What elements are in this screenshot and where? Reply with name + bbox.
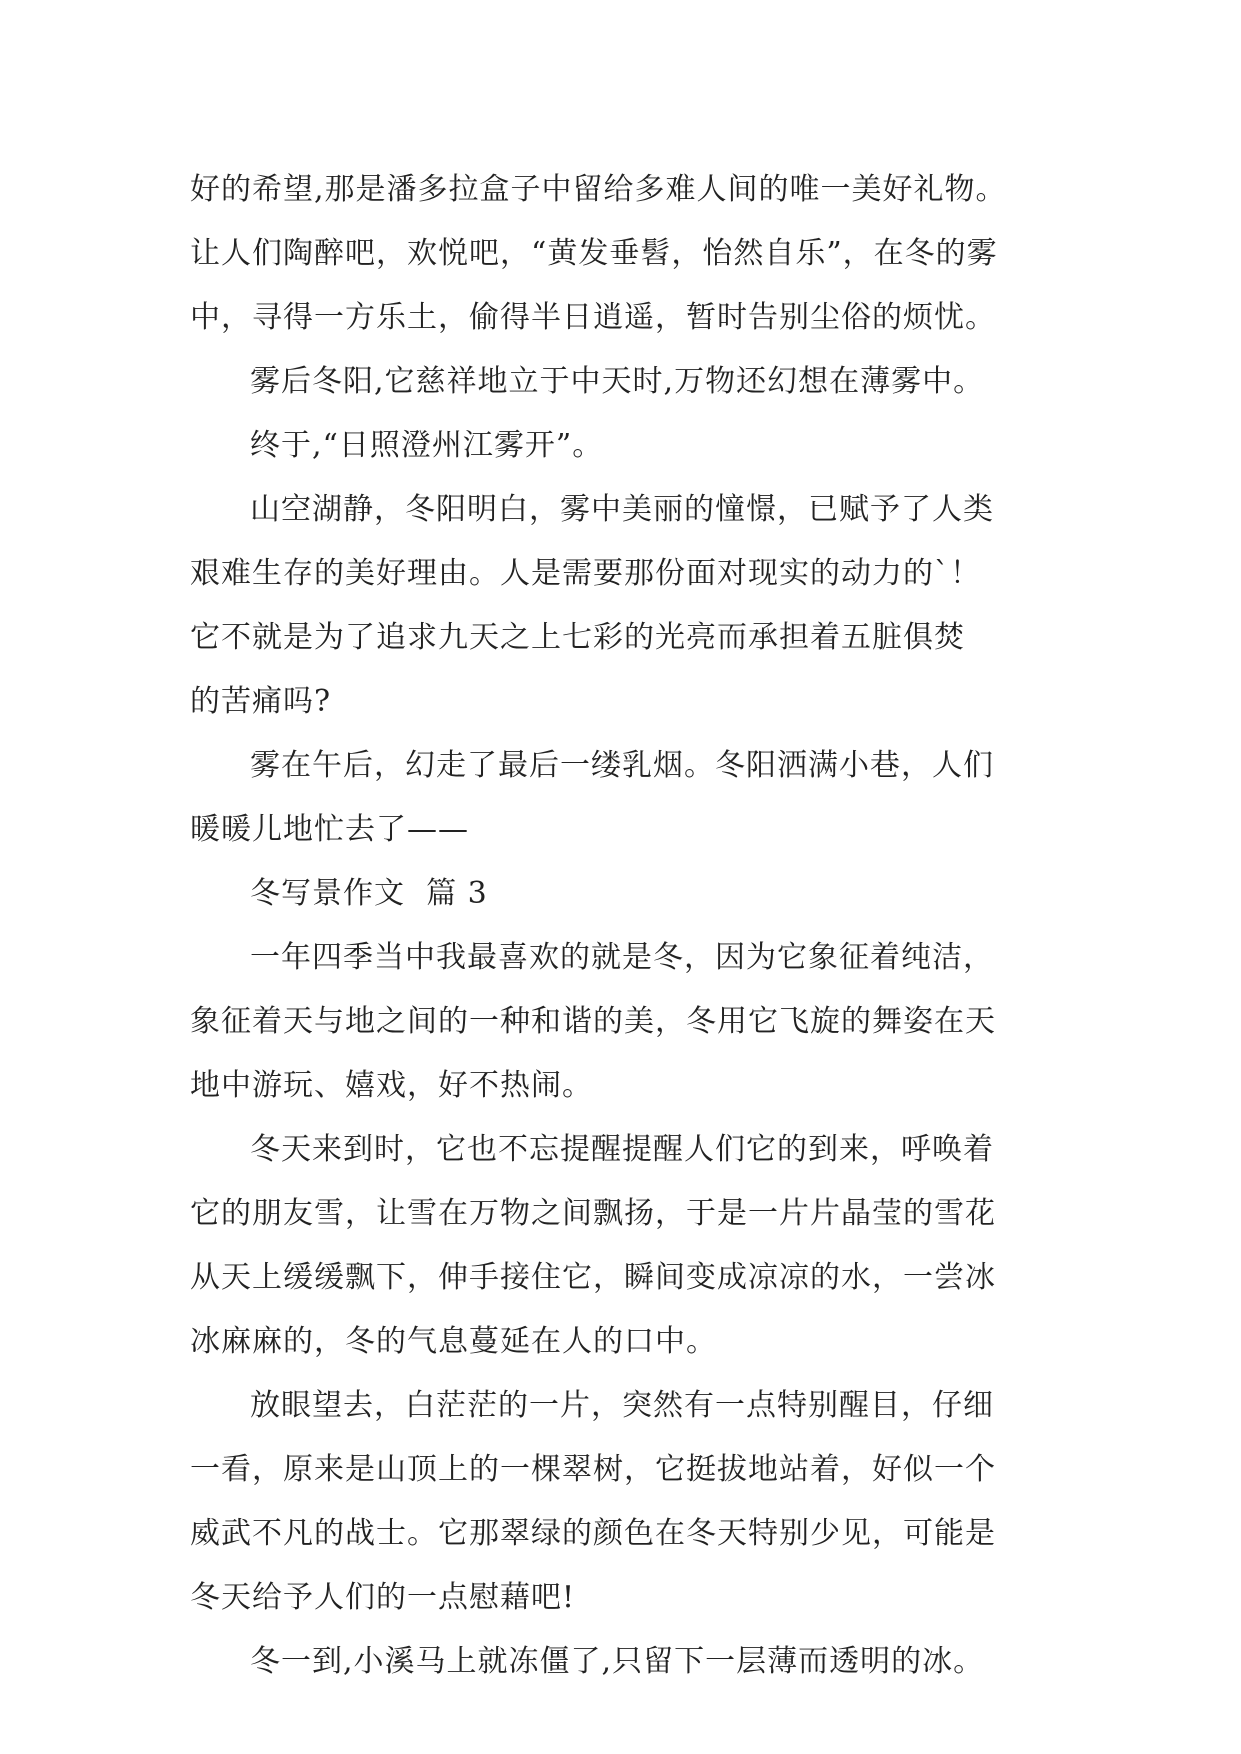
text-line: 冬天来到时，它也不忘提醒提醒人们它的到来，呼唤着 <box>250 1132 994 1167</box>
paragraph <box>190 926 1090 1118</box>
text-line: 放眼望去，白茫茫的一片，突然有一点特别醒目，仔细 <box>250 1388 994 1423</box>
text-line: 让人们陶醉吧，欢悦吧，“黄发垂髫，怡然自乐”，在冬的雾 <box>190 236 998 271</box>
paragraph <box>190 350 1090 414</box>
text-line: 一年四季当中我最喜欢的就是冬，因为它象征着纯洁， <box>250 940 994 975</box>
text-line: 雾后冬阳,它慈祥地立于中天时,万物还幻想在薄雾中。 <box>250 364 985 399</box>
paragraph <box>190 478 1090 734</box>
text-line: 一看，原来是山顶上的一棵翠树，它挺拔地站着，好似一个 <box>190 1452 996 1487</box>
text-line: 它的朋友雪，让雪在万物之间飘扬，于是一片片晶莹的雪花 <box>190 1196 996 1231</box>
text-line: 它不就是为了追求九天之上七彩的光亮而承担着五脏俱焚 <box>190 620 965 655</box>
section-heading-text: 冬写景作文 篇 3 <box>250 876 488 911</box>
text-line: 艰难生存的美好理由。人是需要那份面对现实的动力的`！ <box>190 556 981 591</box>
text-line: 威武不凡的战士。它那翠绿的颜色在冬天特别少见，可能是 <box>190 1516 996 1551</box>
text-line: 地中游玩、嬉戏，好不热闹。 <box>190 1068 593 1103</box>
text-line: 终于,“日照澄州江雾开”。 <box>250 428 604 463</box>
text-line: 从天上缓缓飘下，伸手接住它，瞬间变成凉凉的水，一尝冰 <box>190 1260 996 1295</box>
paragraph <box>190 1374 1090 1630</box>
paragraph <box>190 1630 1090 1694</box>
text-line: 山空湖静，冬阳明白，雾中美丽的憧憬，已赋予了人类 <box>250 492 994 527</box>
text-line: 的苦痛吗? <box>190 684 332 719</box>
section-heading <box>190 862 1090 926</box>
text-line: 冬天给予人们的一点慰藉吧! <box>190 1580 576 1615</box>
text-line: 中，寻得一方乐土，偷得半日逍遥，暂时告别尘俗的烦忧。 <box>190 300 996 335</box>
paragraph <box>190 158 1090 350</box>
paragraph <box>190 1118 1090 1374</box>
text-line: 暖暖儿地忙去了—— <box>190 812 469 847</box>
document-body <box>190 158 1090 1694</box>
text-line: 冰麻麻的，冬的气息蔓延在人的口中。 <box>190 1324 717 1359</box>
paragraph <box>190 734 1090 862</box>
text-line: 好的希望,那是潘多拉盒子中留给多难人间的唯一美好礼物。 <box>190 172 1007 207</box>
paragraph <box>190 414 1090 478</box>
text-line: 冬一到,小溪马上就冻僵了,只留下一层薄而透明的冰。 <box>250 1644 985 1679</box>
text-line: 象征着天与地之间的一种和谐的美，冬用它飞旋的舞姿在天 <box>190 1004 996 1039</box>
text-line: 雾在午后，幻走了最后一缕乳烟。冬阳洒满小巷，人们 <box>250 748 994 783</box>
